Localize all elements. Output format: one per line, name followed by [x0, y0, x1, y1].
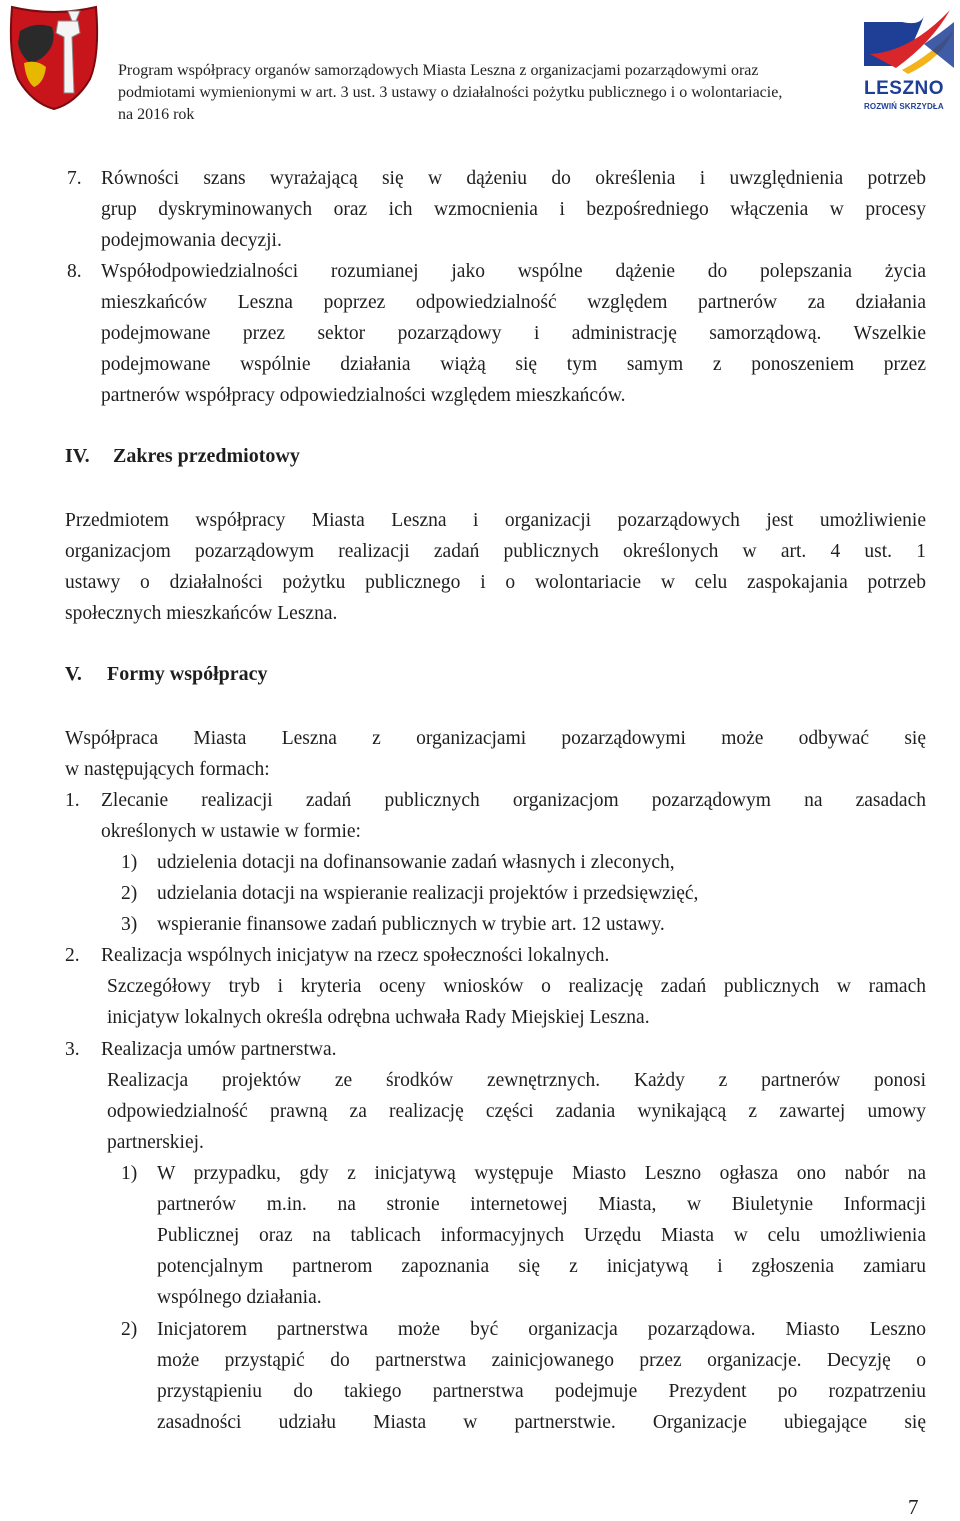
text-line: Współpraca Miasta Leszna z organizacjami pozarządowymi może odbywać się	[65, 728, 926, 749]
text-line: potencjalnym partnerom zapoznania się z inicjatywą i zgłoszenia zamiaru	[157, 1256, 926, 1277]
text-line: podejmowania decyzji.	[101, 230, 282, 251]
text-line: ustawy o działalności pożytku publicznego i o wolontariacie w celu zaspokajania potrzeb	[65, 572, 926, 593]
header-line-3: na 2016 rok	[118, 106, 195, 123]
text-line: społecznych mieszkańców Leszna.	[65, 603, 338, 624]
item-8-text	[101, 256, 926, 411]
text-line: Przedmiotem współpracy Miasta Leszna i organizacji pozarządowych jest umożliwienie	[65, 510, 926, 531]
item-number: 7.	[67, 168, 82, 189]
item-number: 1.	[65, 790, 80, 811]
form-1-text	[101, 785, 926, 847]
text-line: partnerskiej.	[107, 1132, 204, 1153]
leszno-logo-tagline: ROZWIŃ SKRZYDŁA	[864, 102, 944, 111]
form-3-detail	[107, 1065, 926, 1158]
text-line: wspólnego działania.	[157, 1287, 322, 1308]
subitem-text: udzielania dotacji na wspieranie realizacji projektów i przedsięwzięć,	[157, 883, 699, 904]
section-4-title: Zakres przedmiotowy	[113, 445, 300, 467]
leszno-logo-text: LESZNO	[864, 78, 945, 99]
text-line: mieszkańców Leszna poprzez odpowiedzialność względem partnerów za działania	[101, 292, 926, 313]
text-line: podejmowane przez sektor pozarządowy i administrację samorządową. Wszelkie	[101, 323, 926, 344]
page-header	[0, 0, 960, 128]
subitem-number: 2)	[121, 1319, 138, 1340]
subitem-number: 1)	[121, 852, 138, 873]
subitem-text: wspieranie finansowe zadań publicznych w trybie art. 12 ustawy.	[157, 914, 665, 935]
item-number: 2.	[65, 945, 80, 966]
text-line: Równości szans wyrażającą się w dążeniu do określenia i uwzględnienia potrzeb	[101, 168, 926, 189]
leszno-logo	[862, 8, 956, 112]
text-line: Inicjatorem partnerstwa może być organizacja pozarządowa. Miasto Leszno	[157, 1319, 926, 1340]
leszno-coat-of-arms-icon	[6, 3, 102, 111]
text-line: Współodpowiedzialności rozumianej jako wspólne dążenie do polepszania życia	[101, 261, 926, 282]
section-5-intro	[65, 723, 926, 785]
text-line: inicjatyw lokalnych określa odrębna uchwała Rady Miejskiej Leszna.	[107, 1007, 650, 1028]
text-line: może przystąpić do partnerstwa zainicjowanego przez organizacje. Decyzję o	[157, 1350, 926, 1371]
leszno-wing-icon	[862, 8, 956, 78]
subitem-number: 3)	[121, 914, 138, 935]
text-line: odpowiedzialność prawną za realizację części zadania wynikającą z zawartej umowy	[107, 1101, 926, 1122]
text-line: Realizacja projektów ze środków zewnętrznych. Każdy z partnerów ponosi	[107, 1070, 926, 1091]
text-line: Szczegółowy tryb i kryteria oceny wniosków o realizację zadań publicznych w ramach	[107, 976, 926, 997]
item-number: 8.	[67, 261, 82, 282]
form-3-text: Realizacja umów partnerstwa.	[101, 1039, 337, 1060]
text-line: Publicznej oraz na tablicach informacyjnych Urzędu Miasta w celu umożliwienia	[157, 1225, 926, 1246]
header-program-title	[118, 60, 782, 126]
subitem-number: 2)	[121, 883, 138, 904]
text-line: partnerów m.in. na stronie internetowej Miasta, w Biuletynie Informacji	[157, 1194, 926, 1215]
form-2-text: Realizacja wspólnych inicjatyw na rzecz społeczności lokalnych.	[101, 945, 610, 966]
text-line: partnerów współpracy odpowiedzialności względem mieszkańców.	[101, 385, 626, 406]
text-line: określonych w ustawie w formie:	[101, 821, 361, 842]
subitem-text: udzielenia dotacji na dofinansowanie zadań własnych i zleconych,	[157, 852, 675, 873]
item-number: 3.	[65, 1039, 80, 1060]
page-number: 7	[908, 1495, 919, 1519]
section-4-body	[65, 505, 926, 629]
form-2-detail	[107, 971, 926, 1033]
text-line: przystąpieniu do takiego partnerstwa podejmuje Prezydent po rozpatrzeniu	[157, 1381, 926, 1402]
text-line: Zlecanie realizacji zadań publicznych organizacjom pozarządowym na zasadach	[101, 790, 926, 811]
text-line: podejmowane wspólnie działania wiążą się tym samym z ponoszeniem przez	[101, 354, 926, 375]
header-line-2: podmiotami wymienionymi w art. 3 ust. 3 ustawy o działalności pożytku publicznego i o wolontariacie,	[118, 84, 783, 101]
subitem-number: 1)	[121, 1163, 138, 1184]
text-line: organizacjom pozarządowym realizacji zadań publicznych określonych w art. 4 ust. 1	[65, 541, 926, 562]
section-5-title: Formy współpracy	[107, 663, 268, 685]
section-5-numeral: V.	[65, 663, 82, 685]
text-line: zasadności udziału Miasta w partnerstwie. Organizacje ubiegające się	[157, 1412, 926, 1433]
form-3-subitem-1	[157, 1158, 926, 1313]
header-line-1: Program współpracy organów samorządowych Miasta Leszna z organizacjami pozarządowymi oraz	[118, 62, 759, 79]
text-line: W przypadku, gdy z inicjatywą występuje Miasto Leszno ogłasza ono nabór na	[157, 1163, 926, 1184]
section-4-numeral: IV.	[65, 445, 90, 467]
item-7-text	[101, 163, 926, 256]
text-line: w następujących formach:	[65, 759, 270, 780]
form-3-subitem-2	[157, 1314, 926, 1438]
text-line: grup dyskryminowanych oraz ich wzmocnienia i bezpośredniego włączenia w procesy	[101, 199, 926, 220]
